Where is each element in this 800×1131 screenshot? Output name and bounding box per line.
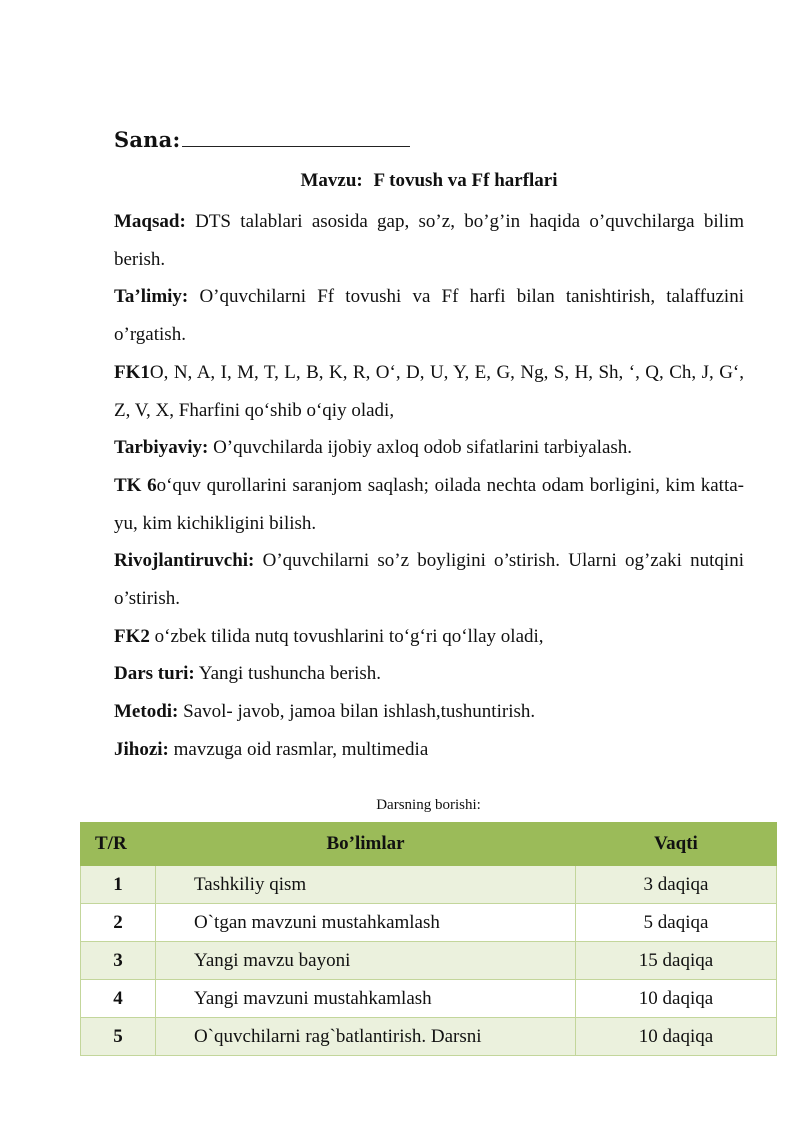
row-name: Yangi mavzuni mustahkamlash — [156, 980, 576, 1018]
section-label: Rivojlantiruvchi: — [114, 550, 255, 572]
topic-text: F tovush va Ff harflari — [373, 170, 558, 191]
row-num: 4 — [81, 980, 156, 1018]
section-label: FK1 — [114, 361, 150, 383]
section-tarbiyaviy — [114, 429, 744, 467]
section-text: o‘quv qurollarini saranjom saqlash; oilada nechta odam borligini, kim katta-yu, kim kichikligini bilish. — [114, 474, 745, 534]
section-label: TK 6 — [114, 474, 157, 496]
section-label: Maqsad: — [114, 211, 186, 232]
table-row — [81, 866, 777, 904]
row-time: 15 daqiqa — [576, 942, 777, 980]
header-name: Bo’limlar — [156, 823, 576, 866]
section-label: Tarbiyaviy: — [114, 437, 209, 459]
table-row — [81, 1018, 777, 1056]
section-label: Dars turi: — [114, 663, 195, 685]
row-num: 5 — [81, 1018, 156, 1056]
row-name: Tashkiliy qism — [156, 866, 576, 904]
section-label: Metodi: — [114, 701, 179, 723]
table-row — [81, 980, 777, 1018]
section-label: Jihozi: — [114, 738, 169, 760]
lesson-details — [114, 203, 744, 769]
row-time: 3 daqiqa — [576, 866, 777, 904]
section-jihozi — [114, 731, 744, 769]
date-label: Sana: — [114, 127, 181, 152]
row-num: 2 — [81, 904, 156, 942]
date-field — [114, 126, 410, 152]
row-time: 10 daqiqa — [576, 1018, 777, 1056]
table-row — [81, 942, 777, 980]
lesson-plan-table — [80, 822, 777, 1056]
section-dars-turi — [114, 655, 744, 693]
section-text: O’quvchilarni so’z boyligini o’stirish. Ularni og’zaki nutqini o’stirish. — [114, 550, 744, 610]
row-num: 1 — [81, 866, 156, 904]
row-name: O`quvchilarni rag`batlantirish. Darsni — [156, 1018, 576, 1056]
section-text: Savol- javob, jamoa bilan ishlash,tushuntirish. — [178, 701, 536, 723]
row-name: Yangi mavzu bayoni — [156, 942, 576, 980]
section-text: DTS talablari asosida gap, so’z, bo’g’in haqida o’quvchilarga bilim berish. — [114, 211, 744, 270]
section-text: O’quvchilarda ijobiy axloq odob sifatlarini tarbiyalash. — [208, 437, 633, 459]
section-text: O’quvchilarni Ff tovushi va Ff harfi bilan tanishtirish, talaffuzini o’rgatish. — [114, 286, 744, 346]
section-metodi — [114, 693, 744, 731]
row-num: 3 — [81, 942, 156, 980]
section-maqsad — [114, 203, 744, 278]
topic-heading — [114, 170, 744, 192]
table-caption: Darsning borishi: — [376, 797, 481, 813]
section-talimiy — [114, 278, 744, 353]
section-text: o‘zbek tilida nutq tovushlarini to‘g‘ri qo‘llay oladi, — [149, 625, 544, 647]
topic-label: Mavzu: — [300, 170, 363, 191]
date-blank-line — [182, 126, 410, 147]
section-label: Ta’limiy: — [114, 286, 189, 308]
section-fk1 — [114, 354, 744, 429]
section-text: O, N, A, I, M, T, L, B, K, R, O‘, D, U, Y, E, G, Ng, S, H, Sh, ‘, Q, Ch, J, G‘, Z, V, X, Fharfini qo‘shib o‘qiy oladi, — [114, 361, 744, 421]
header-num: T/R — [81, 823, 156, 866]
section-text: Yangi tushuncha berish. — [194, 663, 382, 685]
row-time: 10 daqiqa — [576, 980, 777, 1018]
section-tk6 — [114, 467, 744, 542]
table-header-row — [81, 823, 777, 866]
row-time: 5 daqiqa — [576, 904, 777, 942]
row-name: O`tgan mavzuni mustahkamlash — [156, 904, 576, 942]
table-row — [81, 904, 777, 942]
section-fk2 — [114, 618, 744, 656]
section-text: mavzuga oid rasmlar, multimedia — [168, 738, 429, 760]
section-rivojlantiruvchi — [114, 542, 744, 617]
section-label: FK2 — [114, 625, 150, 647]
header-time: Vaqti — [576, 823, 777, 866]
